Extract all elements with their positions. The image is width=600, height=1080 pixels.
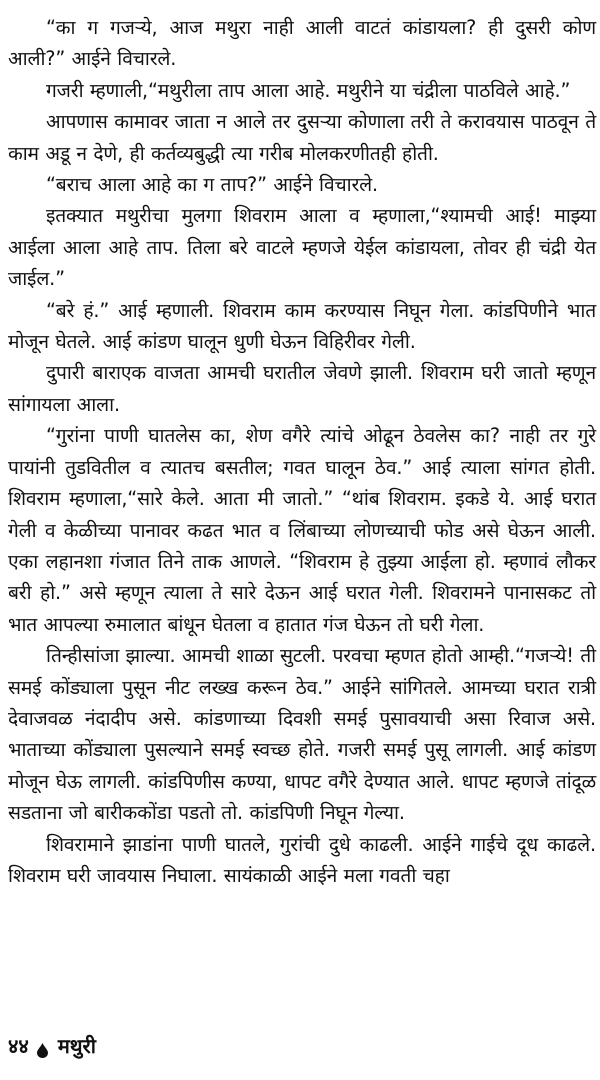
book-title: मथुरी <box>57 1033 96 1058</box>
paragraph: तिन्हीसांजा झाल्या. आमची शाळा सुटली. परवचा म्हणत होतो आम्ही.“गजऱ्ये! ती समई कोंड्याला पुसून नीट लख्ख करून ठेव.” आईने सांगितले. आमच्या घरात रात्री देवाजवळ नंदादीप असे. कांडणाच्या दिवशी समई पुसावयाची असा रिवाज असे. भाताच्या कोंड्याला पुसल्याने समई स्वच्छ होते. गजरी समई पुसू लागली. आई कांडण मोजून घेऊ लागली. कांडपिणीस कण्या, धापट वगैरे देण्यात आले. धापट म्हणजे तांदूळ सडताना जो बारीककोंडा पडतो तो. कांडपिणी निघून गेल्या. <box>8 644 596 825</box>
paragraph: “गुरांना पाणी घातलेस का, शेण वगैरे त्यांचे ओढून ठेवलेस का? नाही तर गुरे पायांनी तुडवितील व त्यातच बसतील; गवत घालून ठेव.” आई त्याला सांगत होती. शिवराम म्हणाला,“सारे केले. आता मी जातो.” “थांब शिवराम. इकडे ये. आई घरात गेली व केळीच्या पानावर कढत भात व लिंबाच्या लोणच्याची फोड असे घेऊन आली. एका लहानशा गंजात तिने ताक आणले. “शिवराम हे तुझ्या आईला हो. म्हणावं लौकर बरी हो.” असे म्हणून त्याला ते सारे देऊन आई घरात गेली. शिवरामने पानासकट तो भात आपल्या रुमालात बांधून घेतला व हातात गंज घेऊन तो घरी गेला. <box>8 424 596 636</box>
paragraph: गजरी म्हणाली,“मथुरीला ताप आला आहे. मथुरीने या चंद्रीला पाठविले आहे.” <box>46 78 571 102</box>
paragraph: इतक्यात मथुरीचा मुलगा शिवराम आला व म्हणाला,“श्यामची आई! माझ्या आईला आला आहे ताप. तिला बरे वाटले म्हणजे येईल कांडायला, तोवर ही चंद्री येत जाईल.” <box>8 204 596 291</box>
paragraph: दुपारी बाराएक वाजता आमची घरातील जेवणे झाली. शिवराम घरी जातो म्हणून सांगायला आला. <box>8 361 596 416</box>
paragraph: “बरे हं.” आई म्हणाली. शिवराम काम करण्यास निघून गेला. कांडपिणीने भात मोजून घेतले. आई कांडण घालून धुणी घेऊन विहिरीवर गेली. <box>8 298 596 354</box>
body-text <box>8 12 596 891</box>
paragraph: शिवरामाने झाडांना पाणी घातले, गुरांची दुधे काढली. आईने गाईचे दूध काढले. शिवराम घरी जावयास निघाला. सायंकाळी आईने मला गवती चहा <box>8 832 596 887</box>
page-footer <box>8 1028 96 1062</box>
paragraph: “बराच आला आहे का ग ताप?” आईने विचारले. <box>46 173 378 197</box>
paragraph: आपणास कामावर जाता न आले तर दुसऱ्या कोणाला तरी ते करावयास पाठवून ते काम अडू न देणे, ही कर्तव्यबुद्धी त्या गरीब मोलकरणीतही होती. <box>8 110 596 165</box>
page-number: ४४ <box>8 1033 29 1058</box>
paragraph: “का ग गजऱ्ये, आज मथुरा नाही आली वाटतं कांडायला? ही दुसरी कोण आली?” आईने विचारले. <box>8 16 596 71</box>
drop-icon <box>37 1039 48 1054</box>
